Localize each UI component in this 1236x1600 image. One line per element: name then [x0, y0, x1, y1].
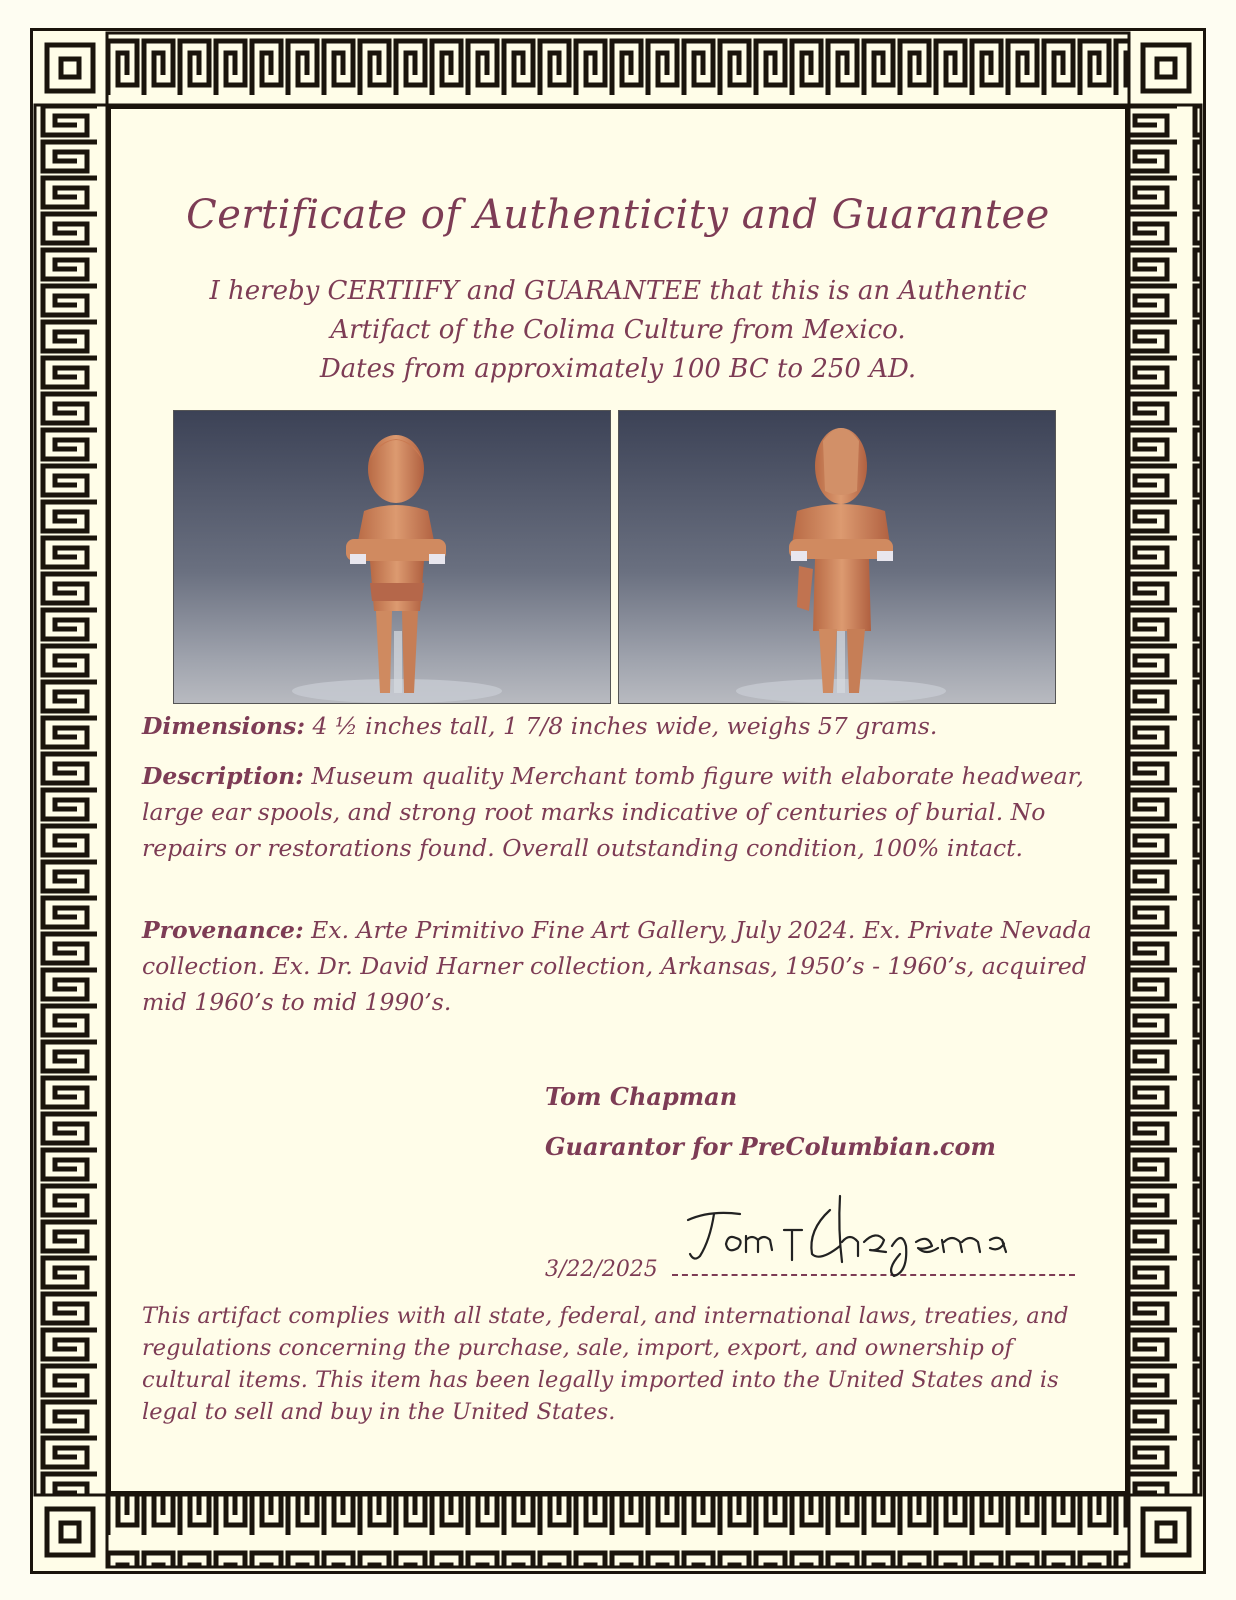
description-label: Description: [142, 762, 304, 790]
certify-line: Dates from approximately 100 BC to 250 AD. [319, 354, 917, 384]
certification-statement [150, 272, 1086, 389]
guarantor-role: Guarantor for PreColumbian.com [545, 1132, 996, 1161]
certify-line: Artifact of the Colima Culture from Mexico. [330, 315, 906, 345]
dimensions-section [142, 708, 1102, 744]
certificate-title: Certificate of Authenticity and Guarantee [186, 192, 1050, 238]
signature-icon [680, 1190, 1020, 1290]
provenance-section [142, 912, 1102, 1020]
figurine-front-photo [173, 410, 611, 704]
signature-date: 3/22/2025 [545, 1257, 658, 1282]
description-section [142, 758, 1102, 866]
figurine-front-icon [174, 411, 610, 703]
dimensions-label: Dimensions: [142, 712, 306, 740]
certify-line: I hereby CERTIIFY and GUARANTEE that this is an Authentic [209, 276, 1027, 306]
description-text: Museum quality Merchant tomb figure with elaborate headwear, large ear spools, and strong root marks indicative of centuries of burial. No repairs or restorations found. Overall outstanding condition, 100% intact. [142, 762, 1084, 862]
guarantor-name: Tom Chapman [545, 1082, 738, 1111]
provenance-text: Ex. Arte Primitivo Fine Art Gallery, July 2024. Ex. Private Nevada collection. Ex. Dr. David Harner collection, Arkansas, 1950’s - 1960’s, acquired mid 1960’s to mid 1990’s. [142, 916, 1092, 1016]
legal-compliance-statement: This artifact complies with all state, federal, and international laws, treaties, and regulations concerning the purchase, sale, import, export, and ownership of cultural items. This item has been legally imported into the United States and is legal to sell and buy in the United States. [142, 1303, 1069, 1425]
figurine-back-photo [618, 410, 1056, 704]
handwritten-signature [680, 1190, 1020, 1290]
provenance-label: Provenance: [142, 916, 304, 944]
dimensions-text: 4 ½ inches tall, 1 7/8 inches wide, weighs 57 grams. [312, 712, 938, 740]
figurine-back-icon [619, 411, 1055, 703]
